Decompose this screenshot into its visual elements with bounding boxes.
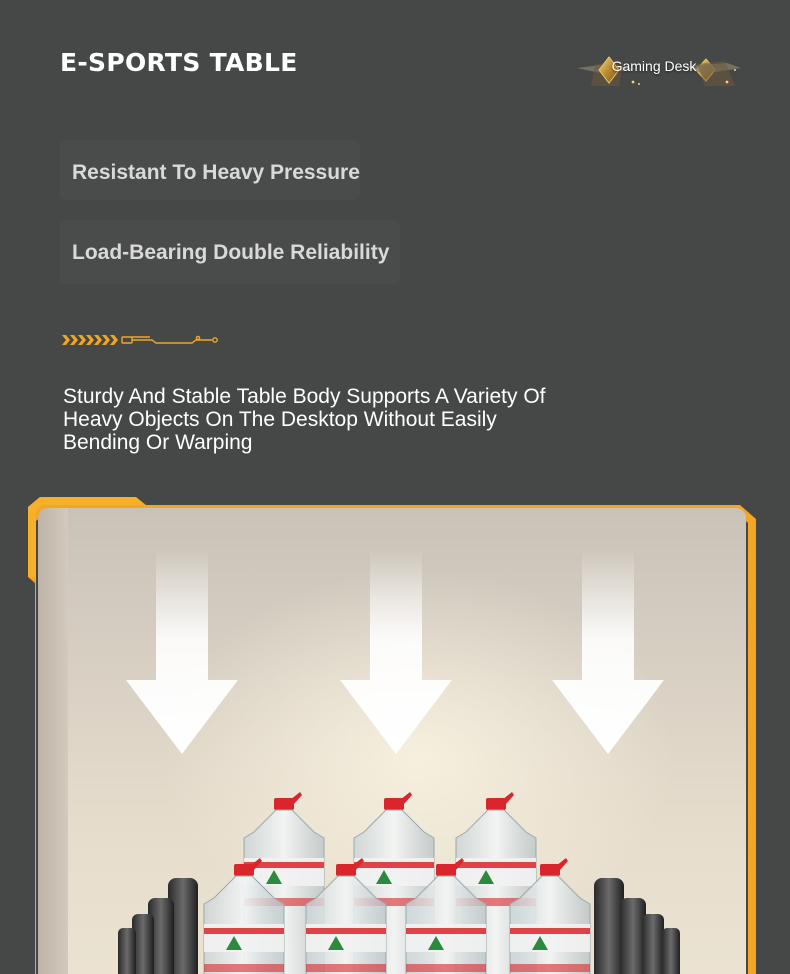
down-arrow-icon — [126, 548, 238, 758]
page-title: E-SPORTS TABLE — [60, 48, 298, 77]
down-arrow-icon — [340, 548, 452, 758]
desk-load-photo — [38, 508, 746, 974]
chevron-line-ornament-icon — [62, 332, 222, 348]
product-photo-frame — [28, 497, 756, 974]
headline-heavy-pressure: Resistant To Heavy Pressure — [72, 161, 360, 184]
feature-description: Sturdy And Stable Table Body Supports A Variety Of Heavy Objects On The Desktop Without Easily Bending Or Warping — [63, 385, 546, 454]
headline-load-bearing: Load-Bearing Double Reliability — [72, 241, 390, 264]
dumbbell-right — [594, 878, 680, 974]
dumbbell-left — [118, 878, 198, 974]
gaming-desk-badge — [575, 52, 743, 88]
down-arrow-icon — [552, 548, 664, 758]
badge-label: Gaming Desk — [611, 58, 697, 74]
bottles-and-dumbbells-illustration — [38, 778, 746, 974]
